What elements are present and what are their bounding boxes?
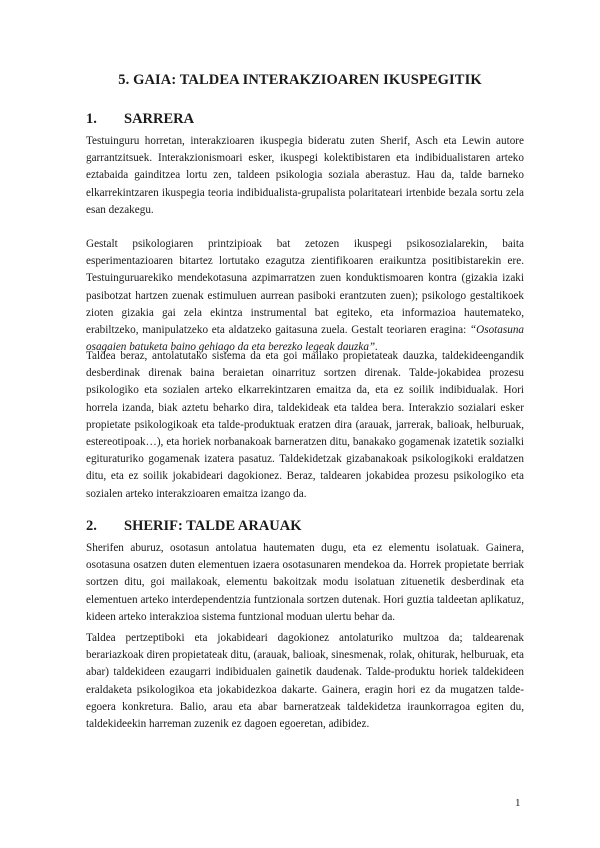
section-number: 2. bbox=[86, 518, 97, 534]
paragraph: Taldea beraz, antolatutako sistema da eta goi mailako propietateak dauzka, taldekideengandik desberdinak direnak baina beraietan oinarrituz sortzen direnak. Talde-jokabidea prozesu psikologiko eta sozialen arteko elkarrekintzaren emaitza da, eta ez soilik indibidualak. Hori horrela izanda, biak aztetu beharko dira, taldekideak eta taldea bera. Interakzio sozialari esker propietate psikologikoak eta talde-produktuak eratzen dira (arauak, jarrerak, balioak, helburuak, estereotipoak…), eta horiek norbanakoak barneratzen ditu, banakako gogamenak izatetik sozialki egituraturiko gogamenak izatera pasatuz. Taldekidetzak gizabanakoak psikologikoki eraldatzen ditu, eta ez soilik jokabideari dagokionez. Beraz, taldearen jokabidea prozesu psikologiko eta sozialen arteko interakzioaren emaitza izango da. bbox=[86, 350, 524, 500]
paragraph: Taldea pertzeptiboki eta jokabideari dagokionez antolaturiko multzoa da; taldearenak berariazkoak diren propietateak ditu, (arauak, balioak, sinesmenak, rolak, ohiturak, helburuak, eta abar) taldekideen ezaugarri indibidualen gainetik daudenak. Talde-produktu horiek taldekideen eraldaketa psikologikoa eta jokabidezkoa dakarte. Gainera, eragin hori ez da mugatzen talde-egoera konkretura. Balio, arau eta abar barneratzeak taldekidetza iraunkorragoa egiten du, taldekideekin harreman zuzenik ez dagoen egoeretan, adibidez. bbox=[86, 632, 524, 731]
paragraph-text: Gestalt psikologiaren printzipioak bat zetozen ikuspegi psikosozialarekin, baita esperimentazioaren bitartez lortutako ezagutza zientifikoaren eraikuntza positibistarekin ere. Testuinguruarekiko mendekotasuna azpimarratzen zuen konduktismoaren kontra (gizakia izaki pasibotzat hartzen zuenak estimuluen aurrean pasiboki erantzuten zuen); psikologo gestaltikoek zioten gizakia gai zela ekintza instrumental bat egiteko, eta informazioa hautemateko, erabiltzeko, manipulatzeko eta aldatzeko gaitasuna zuela. Gestalt teoriaren eragina: bbox=[86, 238, 524, 337]
paragraph bbox=[86, 236, 524, 356]
page-number: 1 bbox=[515, 797, 521, 809]
section-number: 1. bbox=[86, 111, 97, 127]
paragraph: Testuinguru horretan, interakzioaren ikuspegia bideratu zuten Sherif, Asch eta Lewin autore garrantzitsuek. Interakzionismoari esker, ikuspegi kolektibistaren eta indibidualistaren arteko eztabaida gainditzea lortu zen, taldeen psikologia soziala aberastuz. Hau da, talde barneko elkarrekintzaren ikuspegia teoria indibidualista-grupalista polaritateari irtenbide bezala sortu zela esan dezakegu. bbox=[86, 135, 524, 216]
section-title: SHERIF: TALDE ARAUAK bbox=[124, 518, 302, 534]
section-heading-sarrera bbox=[86, 111, 194, 128]
gestalt-quote: “Osotasuna osagaien batuketa baino gehiago da eta berezko legeak dauzka”. bbox=[86, 324, 525, 354]
section-title: SARRERA bbox=[124, 111, 195, 127]
section-heading-sherif bbox=[86, 518, 302, 535]
paragraph: Sherifen aburuz, osotasun antolatua hautematen dugu, eta ez elementu isolatuak. Gainera, osotasuna osatzen duten elementuen izaera osotasunaren mendekoa da. Horrek propietate berriak sortzen ditu, goi mailakoak, elementu bakoitzak modu isolatuan zituenetik desberdinak eta elementuen arteko interdependentzia funtzionala sortzen dutenak. Hori guztia taldeetan aplikatuz, kideen arteko interakzioa sistema funtzional moduan ulertu behar da. bbox=[86, 542, 524, 623]
chapter-title: 5. GAIA: TALDEA INTERAKZIOAREN IKUSPEGITIK bbox=[118, 72, 482, 88]
